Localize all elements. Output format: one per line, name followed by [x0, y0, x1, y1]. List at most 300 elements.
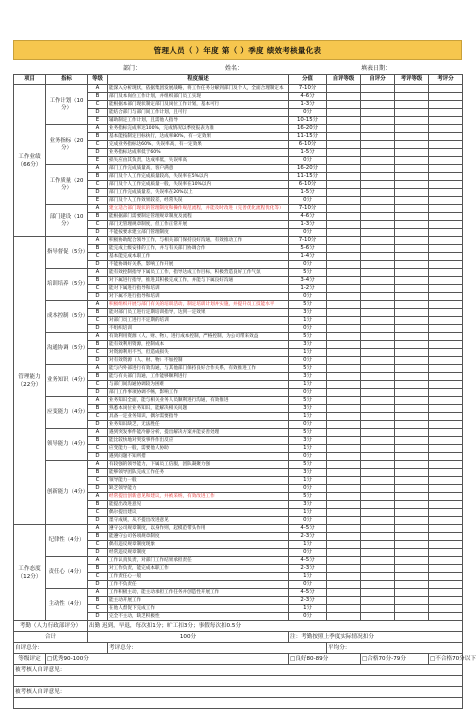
rater-level-cell[interactable]	[395, 301, 429, 309]
grade-option-excellent[interactable]: □优秀90-100分	[46, 654, 289, 665]
rater-level-cell[interactable]	[395, 149, 429, 157]
rater-score-cell[interactable]	[429, 309, 463, 317]
rater-level-cell[interactable]	[395, 429, 429, 437]
self-level-cell[interactable]	[327, 597, 361, 605]
self-score-cell[interactable]	[361, 429, 395, 437]
rater-score-cell[interactable]	[429, 365, 463, 373]
self-score-cell[interactable]	[361, 125, 395, 133]
self-total[interactable]: 自评总分：	[14, 643, 108, 654]
self-level-cell[interactable]	[327, 461, 361, 469]
rater-score-cell[interactable]	[429, 181, 463, 189]
self-score-cell[interactable]	[361, 301, 395, 309]
self-score-cell[interactable]	[361, 101, 395, 109]
self-score-cell[interactable]	[361, 213, 395, 221]
self-score-cell[interactable]	[361, 493, 395, 501]
self-level-cell[interactable]	[327, 605, 361, 613]
rater-level-cell[interactable]	[395, 405, 429, 413]
level-cell: B	[88, 173, 108, 181]
rater-score-cell[interactable]	[429, 461, 463, 469]
score-cell: 4-6分	[289, 213, 327, 221]
self-score-cell[interactable]	[361, 557, 395, 565]
self-level-cell[interactable]	[327, 565, 361, 573]
rater-score-cell[interactable]	[429, 605, 463, 613]
self-score-cell[interactable]	[361, 525, 395, 533]
rater-score-cell[interactable]	[429, 493, 463, 501]
rater-level-cell[interactable]	[395, 293, 429, 301]
rater-score-cell[interactable]	[429, 445, 463, 453]
rater-score-cell[interactable]	[429, 469, 463, 477]
self-score-cell[interactable]	[361, 197, 395, 205]
rater-level-cell[interactable]	[395, 229, 429, 237]
self-level-cell[interactable]	[327, 333, 361, 341]
rater-level-cell[interactable]	[395, 261, 429, 269]
self-score-cell[interactable]	[361, 461, 395, 469]
rater-level-cell[interactable]	[395, 613, 429, 621]
rater-level-cell[interactable]	[395, 541, 429, 549]
self-score-cell[interactable]	[361, 173, 395, 181]
self-score-cell[interactable]	[361, 293, 395, 301]
description-cell: 能根据本部门现状制定部门及岗位工作计划，基本可行	[108, 101, 289, 109]
self-level-cell[interactable]	[327, 397, 361, 405]
rater-level-cell[interactable]	[395, 157, 429, 165]
level-cell: D	[88, 613, 108, 621]
rater-level-cell[interactable]	[395, 573, 429, 581]
self-score-cell[interactable]	[361, 381, 395, 389]
rater-level-cell[interactable]	[395, 453, 429, 461]
rater-level-cell[interactable]	[395, 525, 429, 533]
rater-score-cell[interactable]	[429, 589, 463, 597]
self-score-cell[interactable]	[361, 157, 395, 165]
rater-score-cell[interactable]	[429, 525, 463, 533]
rater-level-cell[interactable]	[395, 533, 429, 541]
rater-score-cell[interactable]	[429, 509, 463, 517]
description-cell: 辅助制定工作计划，且需他人指导	[108, 117, 289, 125]
rater-score-cell[interactable]	[429, 133, 463, 141]
self-score-cell[interactable]	[361, 565, 395, 573]
self-level-cell[interactable]	[327, 493, 361, 501]
self-level-cell[interactable]	[327, 517, 361, 525]
self-level-cell[interactable]	[327, 253, 361, 261]
rater-level-cell[interactable]	[395, 493, 429, 501]
rater-score-cell[interactable]	[429, 165, 463, 173]
self-level-cell[interactable]	[327, 533, 361, 541]
rater-level-cell[interactable]	[395, 597, 429, 605]
rater-level-cell[interactable]	[395, 181, 429, 189]
rater-level-cell[interactable]	[395, 581, 429, 589]
self-level-cell[interactable]	[327, 245, 361, 253]
self-level-cell[interactable]	[327, 221, 361, 229]
rater-score-cell[interactable]	[429, 517, 463, 525]
self-level-cell[interactable]	[327, 237, 361, 245]
rater-score-cell[interactable]	[429, 429, 463, 437]
self-level-cell[interactable]	[327, 277, 361, 285]
rater-level-cell[interactable]	[395, 317, 429, 325]
self-score-cell[interactable]	[361, 261, 395, 269]
self-score-cell[interactable]	[361, 245, 395, 253]
rater-score-cell[interactable]	[429, 101, 463, 109]
self-level-cell[interactable]	[327, 469, 361, 477]
self-level-cell[interactable]	[327, 301, 361, 309]
rater-level-cell[interactable]	[395, 381, 429, 389]
score-cell: 2-3分	[289, 533, 327, 541]
comment-blank[interactable]	[14, 676, 463, 687]
rater-level-cell[interactable]	[395, 277, 429, 285]
self-score-cell[interactable]	[361, 549, 395, 557]
rater-score-cell[interactable]	[429, 229, 463, 237]
self-score-cell[interactable]	[361, 189, 395, 197]
self-level-cell[interactable]	[327, 405, 361, 413]
rater-level-cell[interactable]	[395, 109, 429, 117]
rater-level-cell[interactable]	[395, 173, 429, 181]
rater-score-cell[interactable]	[429, 421, 463, 429]
rater-level-cell[interactable]	[395, 269, 429, 277]
self-level-cell[interactable]	[327, 149, 361, 157]
rater-level-cell[interactable]	[395, 93, 429, 101]
rater-level-cell[interactable]	[395, 509, 429, 517]
self-score-cell[interactable]	[361, 325, 395, 333]
rater-level-cell[interactable]	[395, 309, 429, 317]
rater-level-cell[interactable]	[395, 365, 429, 373]
rater-level-cell[interactable]	[395, 437, 429, 445]
self-level-cell[interactable]	[327, 133, 361, 141]
self-level-cell[interactable]	[327, 117, 361, 125]
self-level-cell[interactable]	[327, 317, 361, 325]
self-score-cell[interactable]	[361, 205, 395, 213]
rater-level-cell[interactable]	[395, 469, 429, 477]
rater-score-cell[interactable]	[429, 301, 463, 309]
self-level-cell[interactable]	[327, 325, 361, 333]
rater-score-cell[interactable]	[429, 261, 463, 269]
self-level-cell[interactable]	[327, 109, 361, 117]
comment-field-1[interactable]: 被考核人自评意见：	[14, 665, 463, 676]
self-score-cell[interactable]	[361, 517, 395, 525]
self-score-cell[interactable]	[361, 181, 395, 189]
self-level-cell[interactable]	[327, 197, 361, 205]
description-cell: 对部门员工进行不定期的培训	[108, 317, 289, 325]
self-level-cell[interactable]	[327, 365, 361, 373]
comment-blank[interactable]	[14, 698, 463, 709]
rater-level-cell[interactable]	[395, 333, 429, 341]
rater-level-cell[interactable]	[395, 557, 429, 565]
self-level-cell[interactable]	[327, 525, 361, 533]
rater-score-cell[interactable]	[429, 557, 463, 565]
self-score-cell[interactable]	[361, 141, 395, 149]
rater-score-cell[interactable]	[429, 189, 463, 197]
self-level-cell[interactable]	[327, 477, 361, 485]
self-level-cell[interactable]	[327, 213, 361, 221]
rater-level-cell[interactable]	[395, 517, 429, 525]
self-score-cell[interactable]	[361, 277, 395, 285]
score-cell: 1分	[289, 509, 327, 517]
rater-score-cell[interactable]	[429, 477, 463, 485]
rater-level-cell[interactable]	[395, 397, 429, 405]
self-score-cell[interactable]	[361, 149, 395, 157]
rater-level-cell[interactable]	[395, 589, 429, 597]
rater-level-cell[interactable]	[395, 133, 429, 141]
rater-level-cell[interactable]	[395, 445, 429, 453]
self-level-cell[interactable]	[327, 557, 361, 565]
self-score-cell[interactable]	[361, 133, 395, 141]
level-cell: A	[88, 365, 108, 373]
self-level-cell[interactable]	[327, 501, 361, 509]
self-score-cell[interactable]	[361, 541, 395, 549]
average-score[interactable]: 平均分：	[327, 643, 463, 654]
description-cell: 部门工作完成质量差，失误率在20%以上	[108, 189, 289, 197]
self-score-cell[interactable]	[361, 373, 395, 381]
self-score-cell[interactable]	[361, 341, 395, 349]
rater-score-cell[interactable]	[429, 581, 463, 589]
self-level-cell[interactable]	[327, 349, 361, 357]
self-score-cell[interactable]	[361, 229, 395, 237]
comment-field-2[interactable]: 被考核人自评意见：	[14, 687, 463, 698]
self-level-cell[interactable]	[327, 389, 361, 397]
grade-option-pass[interactable]: □合格70分-79分	[361, 654, 429, 665]
self-score-cell[interactable]	[361, 165, 395, 173]
self-score-cell[interactable]	[361, 285, 395, 293]
rater-level-cell[interactable]	[395, 413, 429, 421]
rater-total[interactable]: 考评总分：	[108, 643, 327, 654]
rater-score-cell[interactable]	[429, 549, 463, 557]
rater-score-cell[interactable]	[429, 253, 463, 261]
rater-score-cell[interactable]	[429, 117, 463, 125]
grade-option-good[interactable]: □良好80-89分	[289, 654, 361, 665]
rater-score-cell[interactable]	[429, 141, 463, 149]
rater-score-cell[interactable]	[429, 597, 463, 605]
description-cell: 应变能力一般，需要他人协助	[108, 445, 289, 453]
self-score-cell[interactable]	[361, 437, 395, 445]
self-score-cell[interactable]	[361, 589, 395, 597]
self-score-cell[interactable]	[361, 365, 395, 373]
self-level-cell[interactable]	[327, 589, 361, 597]
rater-score-cell[interactable]	[429, 213, 463, 221]
self-score-cell[interactable]	[361, 397, 395, 405]
rater-level-cell[interactable]	[395, 501, 429, 509]
rater-score-cell[interactable]	[429, 613, 463, 621]
rater-level-cell[interactable]	[395, 245, 429, 253]
rater-level-cell[interactable]	[395, 549, 429, 557]
self-level-cell[interactable]	[327, 173, 361, 181]
indicator-cell: 指导督促（5分）	[46, 237, 88, 269]
rater-score-cell[interactable]	[429, 389, 463, 397]
self-score-cell[interactable]	[361, 597, 395, 605]
self-score-cell[interactable]	[361, 485, 395, 493]
self-score-cell[interactable]	[361, 501, 395, 509]
self-score-cell[interactable]	[361, 269, 395, 277]
self-score-cell[interactable]	[361, 413, 395, 421]
rater-score-cell[interactable]	[429, 325, 463, 333]
self-level-cell[interactable]	[327, 285, 361, 293]
rater-level-cell[interactable]	[395, 125, 429, 133]
self-score-cell[interactable]	[361, 221, 395, 229]
self-level-cell[interactable]	[327, 341, 361, 349]
rater-level-cell[interactable]	[395, 357, 429, 365]
rater-score-cell[interactable]	[429, 221, 463, 229]
self-score-cell[interactable]	[361, 389, 395, 397]
self-level-cell[interactable]	[327, 101, 361, 109]
self-level-cell[interactable]	[327, 141, 361, 149]
self-level-cell[interactable]	[327, 509, 361, 517]
self-level-cell[interactable]	[327, 357, 361, 365]
score-cell: 1-4分	[289, 253, 327, 261]
rater-level-cell[interactable]	[395, 349, 429, 357]
rater-level-cell[interactable]	[395, 461, 429, 469]
rater-score-cell[interactable]	[429, 317, 463, 325]
rater-level-cell[interactable]	[395, 237, 429, 245]
self-level-cell[interactable]	[327, 541, 361, 549]
self-score-cell[interactable]	[361, 605, 395, 613]
self-score-cell[interactable]	[361, 349, 395, 357]
rater-score-cell[interactable]	[429, 453, 463, 461]
rater-score-cell[interactable]	[429, 85, 463, 93]
rater-score-cell[interactable]	[429, 277, 463, 285]
score-cell: 3分	[289, 341, 327, 349]
self-score-cell[interactable]	[361, 469, 395, 477]
self-level-cell[interactable]	[327, 261, 361, 269]
self-level-cell[interactable]	[327, 437, 361, 445]
self-score-cell[interactable]	[361, 453, 395, 461]
rater-score-cell[interactable]	[429, 197, 463, 205]
self-level-cell[interactable]	[327, 157, 361, 165]
self-level-cell[interactable]	[327, 373, 361, 381]
rater-level-cell[interactable]	[395, 605, 429, 613]
self-level-cell[interactable]	[327, 413, 361, 421]
rater-level-cell[interactable]	[395, 485, 429, 493]
rater-score-cell[interactable]	[429, 149, 463, 157]
self-level-cell[interactable]	[327, 205, 361, 213]
self-level-cell[interactable]	[327, 581, 361, 589]
self-level-cell[interactable]	[327, 573, 361, 581]
rater-score-cell[interactable]	[429, 285, 463, 293]
self-score-cell[interactable]	[361, 309, 395, 317]
self-level-cell[interactable]	[327, 165, 361, 173]
description-cell: 部门工作事项协调不畅，影响工作	[108, 389, 289, 397]
rater-score-cell[interactable]	[429, 501, 463, 509]
self-level-cell[interactable]	[327, 381, 361, 389]
self-level-cell[interactable]	[327, 309, 361, 317]
self-score-cell[interactable]	[361, 421, 395, 429]
rater-score-cell[interactable]	[429, 333, 463, 341]
rater-score-cell[interactable]	[429, 397, 463, 405]
rater-level-cell[interactable]	[395, 117, 429, 125]
rater-score-cell[interactable]	[429, 573, 463, 581]
rater-score-cell[interactable]	[429, 357, 463, 365]
self-level-cell[interactable]	[327, 429, 361, 437]
rater-score-cell[interactable]	[429, 381, 463, 389]
description-cell: 具备一定业务知识，偶尔需要指导	[108, 413, 289, 421]
table-row	[14, 333, 463, 341]
self-score-cell[interactable]	[361, 477, 395, 485]
self-level-cell[interactable]	[327, 549, 361, 557]
rater-score-cell[interactable]	[429, 541, 463, 549]
self-score-cell[interactable]	[361, 445, 395, 453]
self-score-cell[interactable]	[361, 237, 395, 245]
rater-level-cell[interactable]	[395, 565, 429, 573]
rater-level-cell[interactable]	[395, 341, 429, 349]
rater-level-cell[interactable]	[395, 205, 429, 213]
rater-score-cell[interactable]	[429, 533, 463, 541]
rater-level-cell[interactable]	[395, 101, 429, 109]
rater-score-cell[interactable]	[429, 293, 463, 301]
self-score-cell[interactable]	[361, 333, 395, 341]
rater-score-cell[interactable]	[429, 269, 463, 277]
rater-level-cell[interactable]	[395, 213, 429, 221]
self-level-cell[interactable]	[327, 189, 361, 197]
rater-level-cell[interactable]	[395, 325, 429, 333]
rater-level-cell[interactable]	[395, 141, 429, 149]
rater-score-cell[interactable]	[429, 93, 463, 101]
self-score-cell[interactable]	[361, 533, 395, 541]
self-level-cell[interactable]	[327, 485, 361, 493]
self-score-cell[interactable]	[361, 509, 395, 517]
rater-score-cell[interactable]	[429, 205, 463, 213]
self-level-cell[interactable]	[327, 125, 361, 133]
rater-score-cell[interactable]	[429, 437, 463, 445]
self-level-cell[interactable]	[327, 181, 361, 189]
rater-score-cell[interactable]	[429, 485, 463, 493]
rater-score-cell[interactable]	[429, 245, 463, 253]
rater-level-cell[interactable]	[395, 373, 429, 381]
self-score-cell[interactable]	[361, 253, 395, 261]
self-score-cell[interactable]	[361, 357, 395, 365]
self-score-cell[interactable]	[361, 613, 395, 621]
rater-level-cell[interactable]	[395, 421, 429, 429]
self-level-cell[interactable]	[327, 445, 361, 453]
table-row	[14, 165, 463, 173]
rater-level-cell[interactable]	[395, 477, 429, 485]
rater-level-cell[interactable]	[395, 165, 429, 173]
score-cell: 1分	[289, 445, 327, 453]
rater-level-cell[interactable]	[395, 197, 429, 205]
rater-score-cell[interactable]	[429, 405, 463, 413]
rater-level-cell[interactable]	[395, 285, 429, 293]
rater-score-cell[interactable]	[429, 125, 463, 133]
self-level-cell[interactable]	[327, 421, 361, 429]
rater-level-cell[interactable]	[395, 189, 429, 197]
self-level-cell[interactable]	[327, 613, 361, 621]
rater-score-cell[interactable]	[429, 157, 463, 165]
self-score-cell[interactable]	[361, 109, 395, 117]
rater-level-cell[interactable]	[395, 85, 429, 93]
rater-level-cell[interactable]	[395, 221, 429, 229]
rater-level-cell[interactable]	[395, 253, 429, 261]
self-level-cell[interactable]	[327, 85, 361, 93]
rater-score-cell[interactable]	[429, 565, 463, 573]
rater-score-cell[interactable]	[429, 237, 463, 245]
rater-score-cell[interactable]	[429, 349, 463, 357]
self-score-cell[interactable]	[361, 581, 395, 589]
self-score-cell[interactable]	[361, 573, 395, 581]
self-level-cell[interactable]	[327, 229, 361, 237]
self-level-cell[interactable]	[327, 93, 361, 101]
rater-score-cell[interactable]	[429, 173, 463, 181]
self-level-cell[interactable]	[327, 293, 361, 301]
self-score-cell[interactable]	[361, 405, 395, 413]
self-score-cell[interactable]	[361, 117, 395, 125]
score-cell: 0分	[289, 549, 327, 557]
grade-option-fail[interactable]: □不合格70分以下	[429, 654, 463, 665]
self-score-cell[interactable]	[361, 93, 395, 101]
self-score-cell[interactable]	[361, 85, 395, 93]
self-score-cell[interactable]	[361, 317, 395, 325]
self-level-cell[interactable]	[327, 269, 361, 277]
score-cell: 3分	[289, 309, 327, 317]
self-level-cell[interactable]	[327, 453, 361, 461]
rater-score-cell[interactable]	[429, 413, 463, 421]
rater-score-cell[interactable]	[429, 109, 463, 117]
rater-score-cell[interactable]	[429, 373, 463, 381]
rater-score-cell[interactable]	[429, 341, 463, 349]
rater-level-cell[interactable]	[395, 389, 429, 397]
